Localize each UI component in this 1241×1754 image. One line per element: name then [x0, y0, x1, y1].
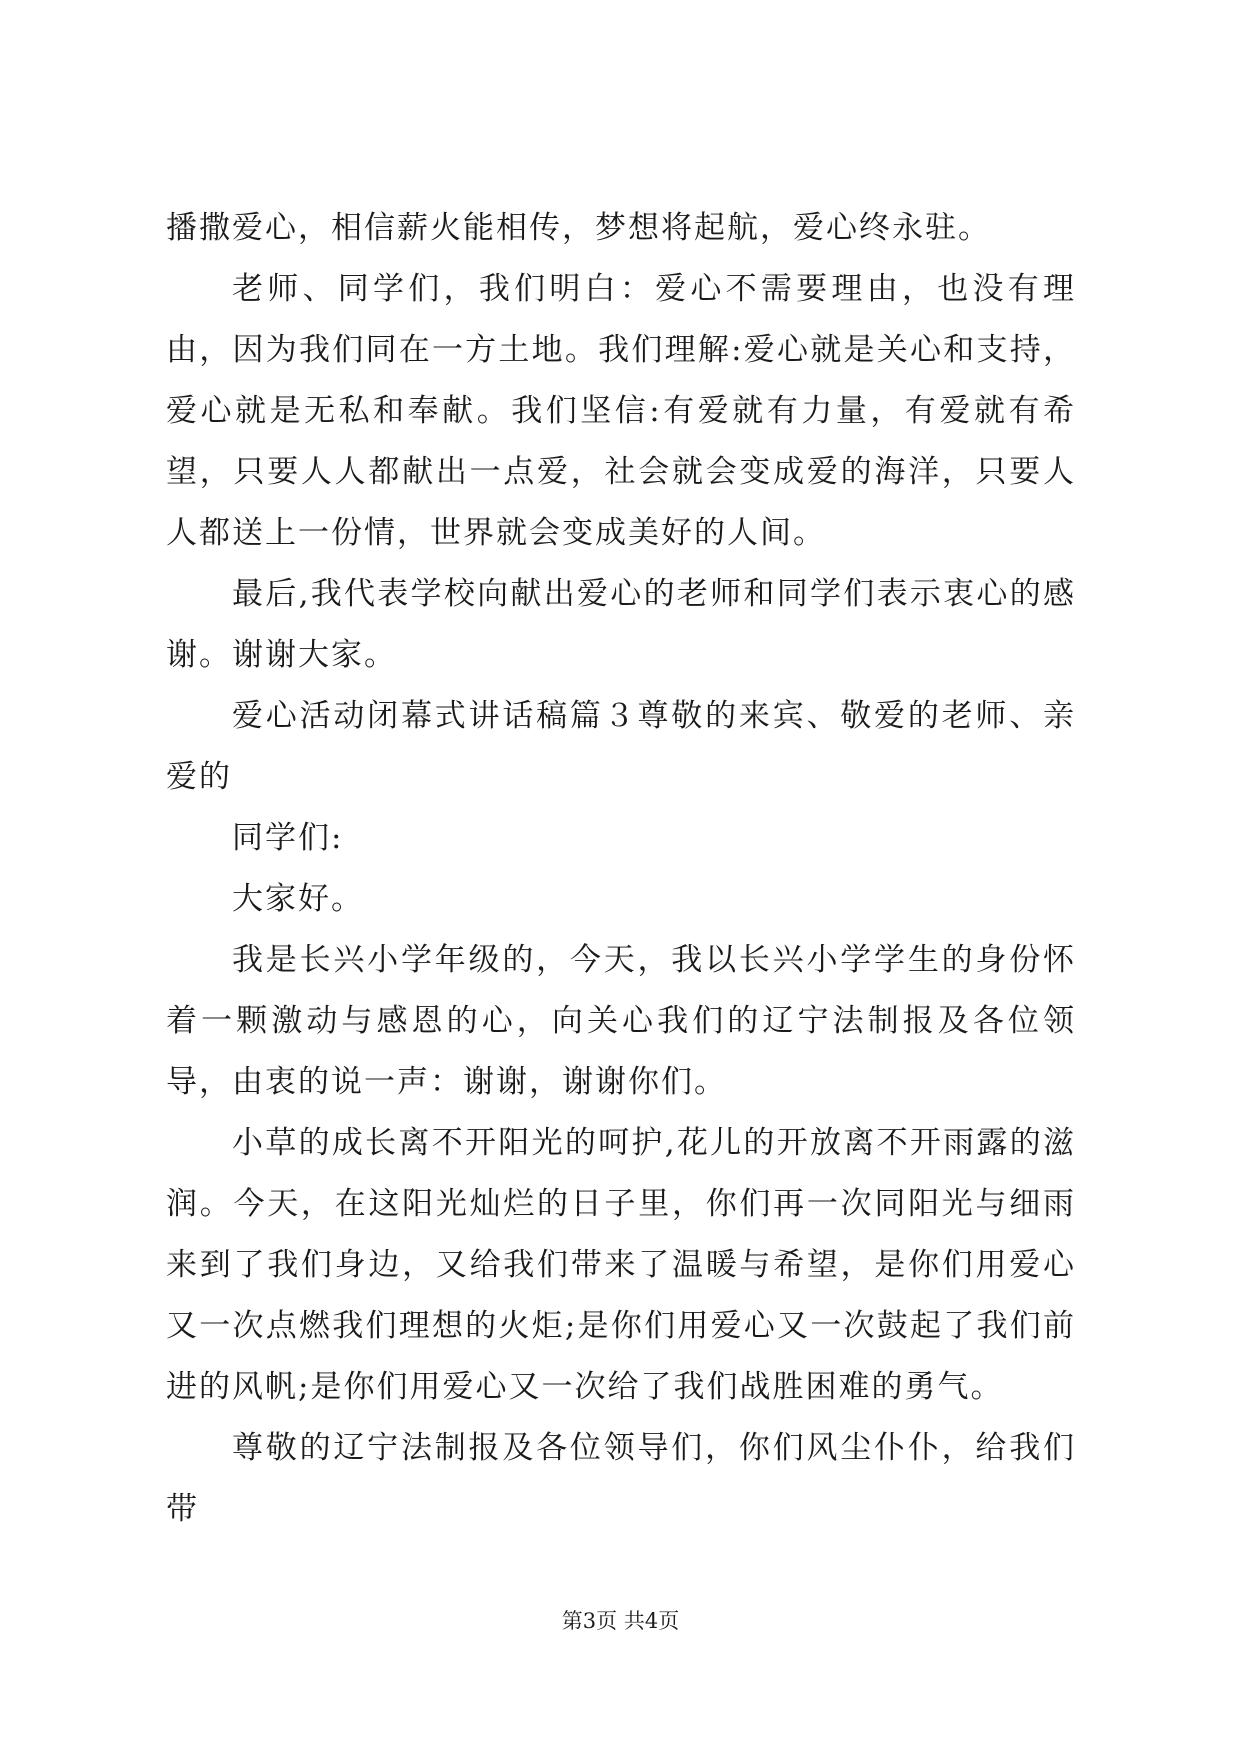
paragraph-2: 老师、同学们，我们明白：爱心不需要理由，也没有理由，因为我们同在一方土地。我们理解:爱心就是关心和支持，爱心就是无私和奉献。我们坚信:有爱就有力量，有爱就有希望，只要人人都献出一点爱，社会就会变成爱的海洋，只要人人都送上一份情，世界就会变成美好的人间。 — [166, 271, 1076, 551]
paragraph-9: 尊敬的辽宁法制报及各位领导们，你们风尘仆仆，给我们带 — [166, 1430, 1076, 1527]
paragraph-1: 播撒爱心，相信薪火能相传，梦想将起航，爱心终永驻。 — [166, 210, 991, 246]
paragraph-3: 最后,我代表学校向献出爱心的老师和同学们表示衷心的感谢。谢谢大家。 — [166, 576, 1076, 673]
paragraph-7: 我是长兴小学年级的，今天，我以长兴小学学生的身份怀着一颗激动与感恩的心，向关心我们的辽宁法制报及各位领导，由衷的说一声：谢谢，谢谢你们。 — [166, 942, 1076, 1100]
paragraph-8: 小草的成长离不开阳光的呵护,花儿的开放离不开雨露的滋润。今天，在这阳光灿烂的日子里，你们再一次同阳光与细雨来到了我们身边，又给我们带来了温暖与希望，是你们用爱心又一次点燃我们理想的火炬;是你们用爱心又一次鼓起了我们前进的风帆;是你们用爱心又一次给了我们战胜困难的勇气。 — [166, 1125, 1076, 1405]
paragraph-5: 同学们: — [232, 820, 344, 856]
document-body — [166, 198, 1076, 1540]
paragraph-4: 爱心活动闭幕式讲话稿篇３尊敬的来宾、敬爱的老师、亲爱的 — [166, 698, 1076, 795]
paragraph-6: 大家好。 — [232, 881, 364, 917]
page-footer: 第3页 共4页 — [561, 1609, 680, 1633]
